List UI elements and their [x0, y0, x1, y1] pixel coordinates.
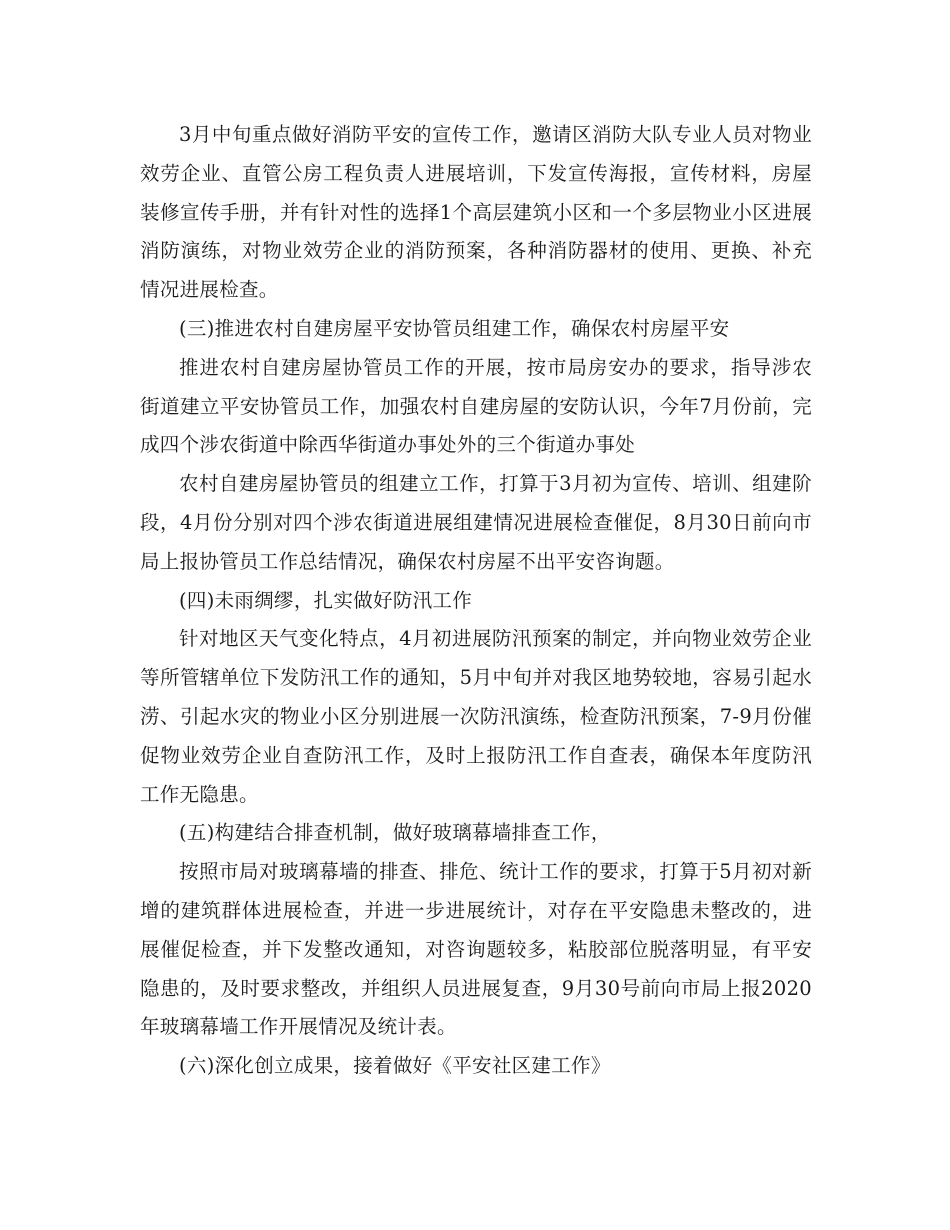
paragraph-rural-coordinators: 推进农村自建房屋协管员工作的开展，按市局房安办的要求，指导涉农街道建立平安协管员工作，加强农村自建房屋的安防认识，今年7月份前，完成四个涉农街道中除西华街道办事处外的三个街道办事处 [140, 355, 812, 457]
paragraph-coordinator-schedule: 农村自建房屋协管员的组建立工作，打算于3月初为宣传、培训、组建阶段，4月份分别对四个涉农街道进展组建情况进展检查催促，8月30日前向市局上报协管员工作总结情况，确保农村房屋不出平安咨询题。 [140, 472, 812, 573]
section-heading-4: (四)未雨绸缪，扎实做好防汛工作 [179, 588, 473, 612]
section-heading-5: (五)构建结合排查机制，做好玻璃幕墙排查工作， [179, 821, 611, 845]
paragraph-flood-prevention: 针对地区天气变化特点，4月初进展防汛预案的制定，并向物业效劳企业等所管辖单位下发防汛工作的通知，5月中旬并对我区地势较地，容易引起水涝、引起水灾的物业小区分别进展一次防汛演练，检查防汛预案，7-9月份催促物业效劳企业自查防汛工作，及时上报防汛工作自查表，确保本年度防汛工作无隐患。 [140, 627, 812, 806]
paragraph-fire-safety: 3月中旬重点做好消防平安的宣传工作，邀请区消防大队专业人员对物业效劳企业、直管公房工程负责人进展培训，下发宣传海报，宣传材料，房屋装修宣传手册，并有针对性的选择1个高层建筑小区和一个多层物业小区进展消防演练，对物业效劳企业的消防预案，各种消防器材的使用、更换、补充情况进展检查。 [140, 123, 812, 302]
section-heading-3: (三)推进农村自建房屋平安协管员组建工作，确保农村房屋平安 [179, 316, 730, 340]
document-body [140, 116, 812, 1086]
section-heading-6: (六)深化创立成果，接着做好《平安社区建工作》 [179, 1054, 611, 1078]
paragraph-glass-curtain-wall: 按照市局对玻璃幕墙的排查、排危、统计工作的要求，打算于5月初对新增的建筑群体进展检查，并进一步进展统计，对存在平安隐患未整改的，进展催促检查，并下发整改通知，对咨询题较多，粘胶部位脱落明显，有平安隐患的，及时要求整改，并组织人员进展复查，9月30号前向市局上报2020年玻璃幕墙工作开展情况及统计表。 [140, 860, 812, 1039]
